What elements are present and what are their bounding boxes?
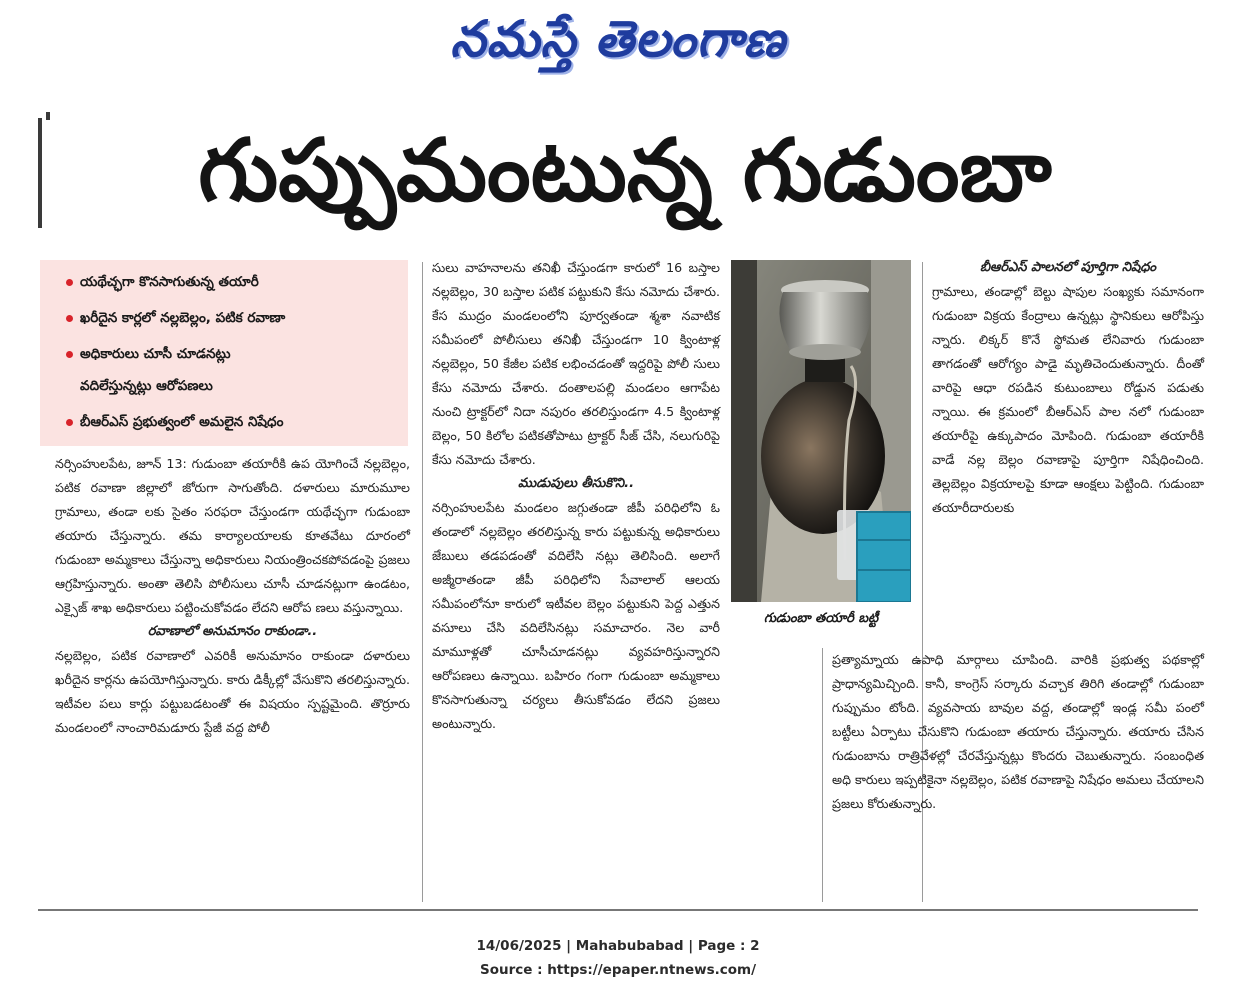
headline <box>55 106 1195 236</box>
paragraph: సులు వాహనాలను తనిఖీ చేస్తుండగా కారులో 16 బస్తాల నల్లబెల్లం, 30 బస్తాల పటిక పట్టుకుని కేసు నమోదు చేశారు. కేస ముద్రం మండలంలోని పూర్వతండా శ్మశా నవాటిక సమీపంలో పోలీసులు తనిఖీ చేస్తుండగా 10 క్వింటాళ్ల నల్లబెల్లం, 50 కేజీల పటిక లభించడంతో ఇద్దరిపై పోలీ సులు కేసు నమోదు చేశారు. దంతాలపల్లి మండలం ఆగాపేట నుంచి ట్రాక్టర్‌లో నిదా నపురం తరలిస్తుండగా 4.5 క్వింటాళ్ల బెల్లం, 50 కిలోల పటికతోపాటు ట్రాక్టర్ సీజ్ చేసి, నలుగురిపై కేసు నమోదు చేశారు. <box>432 260 720 467</box>
subheading: బీఆర్ఎస్ పాలనలో పూర్తిగా నిషేధం <box>979 260 1157 275</box>
highlight-item: యథేచ్ఛగా కొనసాగుతున్న తయారీ <box>80 274 259 293</box>
paragraph: నర్సింహులపేట మండలం జగ్గుతండా జీపీ పరిధిలోని ఓ తండాలో నల్లబెల్లం తరలిస్తున్న కారు పట్టుకున్న అధికారులు జేబులు తడపడంతో వదిలేసి నట్లు తెలిసింది. అలాగే అజ్మీరాతండా జీపీ పరిధిలోని సేవాలాల్ ఆలయ సమీపంలోనూ కారులో ఇటీవల బెల్లం పట్టుకుని పెద్ద ఎత్తున వసూలు చేసి వదిలేసినట్లు సమాచారం. నెల వారీ మామూళ్లతో చూసీచూడనట్లు వ్యవహరిస్తున్నారని ఆరోపణలు ఉన్నాయి. బహిరం గంగా గుడుంబా అమ్మకాలు కొనసాగుతున్నా చర్యలు తీసుకోవడం లేదని ప్రజలు అంటున్నారు. <box>432 500 720 731</box>
bullet-dot-icon <box>66 419 73 426</box>
bullet-dot-icon <box>66 315 73 322</box>
highlights-box <box>40 260 408 446</box>
footer-source: Source : https://epaper.ntnews.com/ <box>479 962 757 978</box>
paragraph: ప్రత్యామ్నాయ ఉపాధి మార్గాలు చూపింది. వారికి ప్రభుత్వ పథకాల్లో ప్రాధాన్యమిచ్చింది. కానీ, కాంగ్రెస్ సర్కారు వచ్చాక తిరిగి తండాల్లో గుడుంబా గుప్పుమం టోంది. వ్యవసాయ బావుల వద్ద, తండాల్లో ఇండ్ల సమీ పంలో బట్టీలు ఏర్పాటు చేసుకొని గుడుంబా తయారు చేస్తున్నారు. తయారు చేసిన గుడుంబాను రాత్రివేళల్లో చేరవేస్తున్నట్లు కొందరు చెబుతున్నారు. సంబంధిత అధి కారులు ఇప్పటికైనా నల్లబెల్లం, పటిక రవాణాపై నిషేధం అమలు చేయాలని ప్రజలు కోరుతున్నారు. <box>832 652 1204 811</box>
headline-text: గుప్పుమంటున్న గుడుంబా <box>198 121 1052 221</box>
article-column-3-bottom <box>832 648 1204 902</box>
masthead <box>0 4 1236 74</box>
highlight-item-continued: వదిలేస్తున్నట్లు ఆరోపణలు <box>80 378 213 394</box>
headline-rule <box>38 118 42 228</box>
paragraph: గ్రామాలు, తండాల్లో బెల్టు షాపుల సంఖ్యకు సమానంగా గుడుంబా విక్రయ కేంద్రాలు ఉన్నట్లు స్థానికులు ఆరోపిస్తు న్నారు. లిక్కర్ కొనే స్థోమత లేనివారు గుడుంబా తాగడంతో ఆరోగ్యం పాడై మృతిచెందుతున్నారు. దీంతో వారిపై ఆధా రపడిన కుటుంబాలు రోడ్డున పడుతు న్నాయి. ఈ క్రమంలో బీఆర్ఎస్ పాల నలో గుడుంబా తయారీపై ఉక్కుపాదం మోపింది. గుడుంబా తయారీకి వాడే నల్ల బెల్లం రవాణాపై పూర్తిగా నిషేధించింది. తెల్లబెల్లం విక్రయాలపై కూడా ఆంక్షలు పెట్టింది. గుడుంబా తయారీదారులకు <box>932 284 1204 515</box>
bottom-rule <box>38 909 1198 911</box>
subheading: ముడుపులు తీసుకొని.. <box>517 476 635 491</box>
bullet-dot-icon <box>66 351 73 358</box>
paragraph: నర్సింహులపేట, జూన్ 13: గుడుంబా తయారీకి ఉప యోగించే నల్లబెల్లం, పటిక రవాణా జిల్లాలో జోరుగా సాగుతోంది. దళారులు మారుమూల గ్రామాలు, తండా లకు సైతం సరఫరా చేస్తుండగా యథేచ్ఛగా గుడుంబా తయారు చేస్తున్నారు. తమ కార్యాలయాలకు కూతవేటు దూరంలో గుడుంబా అమ్మకాలు చేస్తున్నా అధికారులు నియంత్రించకపోవడంపై ప్రజలు ఆగ్రహిస్తున్నారు. అంతా తెలిసి పోలీసులు చూసీ చూడనట్లుగా ఉండటం, ఎక్సైజ్ శాఖ అధికారులు పట్టించుకోవడం లేదని ఆరోప ణలు వస్తున్నాయి. <box>55 456 410 615</box>
distillery-illustration <box>731 260 911 602</box>
photo-caption: గుడుంబా తయారీ బట్టీ <box>763 611 879 626</box>
masthead-title: నమస్తే తెలంగాణ <box>450 10 786 68</box>
paragraph: నల్లబెల్లం, పటిక రవాణాలో ఎవరికీ అనుమానం రాకుండా దళారులు ఖరీదైన కార్లను ఉపయోగిస్తున్నారు. కారు డిక్కీల్లో వేసుకొని తరలిస్తున్నారు. ఇటీవల పలు కార్లు పట్టుబడటంతో ఈ విషయం స్పష్టమైంది. తొర్రూరు మండలంలో నాంచారిమడూరు స్టేజీ వద్ద పోలీ <box>55 648 410 735</box>
highlight-item: ఖరీదైన కార్లలో నల్లబెల్లం, పటిక రవాణా <box>80 310 285 329</box>
article-column-2 <box>432 256 720 902</box>
column-divider <box>422 262 423 902</box>
footer-dateline: 14/06/2025 | Mahabubabad | Page : 2 <box>476 938 760 954</box>
subheading: రవాణాలో అనుమానం రాకుండా.. <box>147 624 318 639</box>
highlight-item: అధికారులు చూసీ చూడనట్లు <box>80 346 231 365</box>
column-divider <box>822 648 823 902</box>
highlight-item: బీఆర్ఎస్ ప్రభుత్వంలో అమలైన నిషేధం <box>80 414 283 433</box>
article-column-1 <box>55 452 410 902</box>
article-column-3-top <box>932 256 1204 656</box>
photo-gudumba-still <box>731 260 911 602</box>
bullet-dot-icon <box>66 279 73 286</box>
headline-rule-top <box>46 112 50 120</box>
